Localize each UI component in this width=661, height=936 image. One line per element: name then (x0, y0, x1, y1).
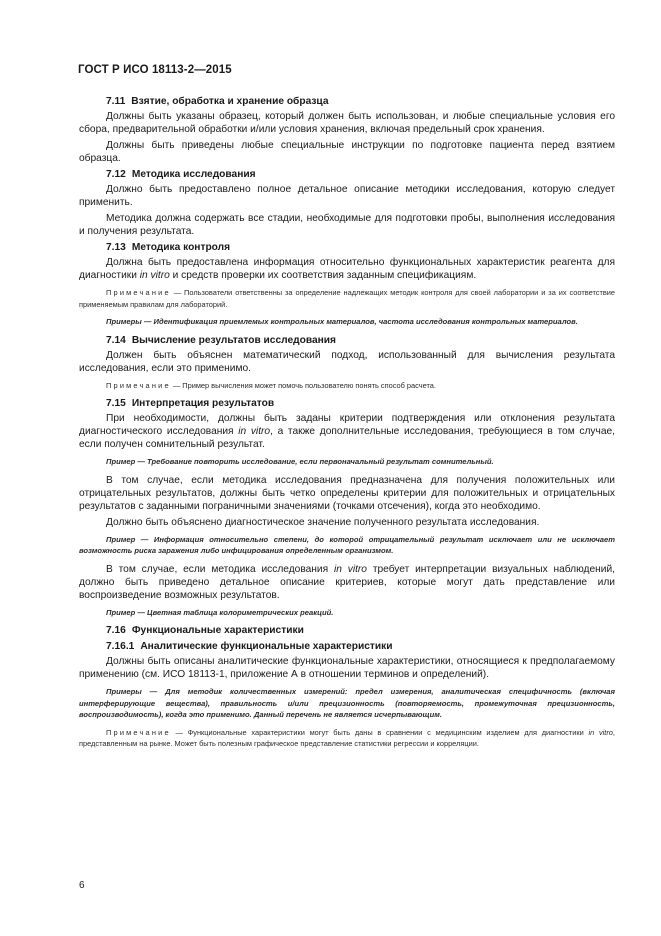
example (79, 534, 615, 557)
para-text: В том случае, если методика исследования предназначена для получения положительных или отрицательных результатов, должны быть четко определены критерии для положительных и отрицательных результатов с заданными пограничными значениями (точками отсечения), когда это необходимо. (79, 474, 615, 512)
section-title: Функциональные характеристики (131, 625, 304, 636)
note-lead: Примечание (106, 288, 171, 297)
note (79, 727, 615, 750)
note-lead: Примечание (106, 380, 171, 390)
example-text: — Для методик количественных измерений: предел измерения, аналитическая специфичность (включая интерферирующие вещества), правильность и/или прецизионность (повторяемость, промежуточная прецизионность, воспроизводимость), когда это применимо. Данный перечень не является исчерпывающим. (79, 687, 615, 719)
example-lead: Пример (106, 607, 136, 617)
italic-term: in vitro (238, 426, 271, 437)
para-text: и средств проверки их соответствия заданным спецификациям. (169, 270, 477, 281)
section-title: Интерпретация результатов (131, 398, 275, 409)
document-header: ГОСТ Р ИСО 18113-2—2015 (78, 64, 232, 76)
page-number: 6 (79, 880, 85, 891)
paragraph (79, 563, 615, 602)
example-lead: Примеры (106, 687, 142, 696)
note-lead: Примечание (106, 727, 171, 737)
section-heading (106, 397, 615, 410)
section-number: 7.12 (106, 169, 126, 180)
section-heading (106, 640, 615, 653)
section-number: 7.16 (106, 625, 126, 636)
example-lead: Пример (106, 457, 136, 466)
section-heading (106, 95, 615, 108)
paragraph (79, 349, 615, 375)
paragraph (79, 655, 615, 681)
document-body (79, 92, 615, 756)
section-number: 7.14 (106, 334, 126, 346)
note-text: — Пример вычисления может помочь пользователю понять способ расчета. (170, 380, 436, 390)
para-text: , а также дополнительные исследования, требующиеся в том случае, если получен сомнительный результат. (79, 426, 615, 450)
section-title: Взятие, обработка и хранение образца (131, 96, 329, 107)
example (79, 686, 615, 721)
section-number: 7.11 (106, 96, 126, 107)
section-heading (106, 624, 615, 637)
section-heading (106, 241, 615, 254)
para-text: Методика должна содержать все стадии, необходимые для подготовки пробы, выполнения исследования и получения результата. (79, 213, 615, 237)
example-text: — Идентификация приемлемых контрольных материалов, частота исследования контрольных материалов. (141, 317, 578, 326)
para-text: При необходимости, должны быть заданы критерии подтверждения или отклонения результата диагностического исследования (79, 413, 615, 437)
section-heading (106, 334, 615, 347)
paragraph (79, 110, 615, 136)
italic-term: in vitro (139, 270, 170, 281)
section-number: 7.16.1 (106, 641, 135, 652)
section-number: 7.15 (106, 398, 126, 409)
example-lead: Примеры (106, 317, 142, 326)
section-number: 7.13 (106, 242, 126, 253)
example-text: — Требование повторить исследование, если первоначальный результат сомнительный. (135, 457, 494, 466)
section-heading (106, 168, 615, 181)
section-title: Методика исследования (131, 169, 256, 180)
example-text: — Цветная таблица колориметрических реакций. (135, 607, 334, 617)
para-text: В том случае, если методика исследования (106, 563, 334, 575)
para-text: Должны быть приведены любые специальные инструкции по подготовке пациента перед взятием образца. (79, 140, 615, 164)
paragraph (79, 212, 615, 238)
example (79, 316, 615, 328)
example-lead: Пример (106, 534, 136, 544)
note-text: — Функциональные характеристики могут быть даны в сравнении с медицинским изделием для диагностики (170, 727, 589, 737)
para-text: требует интерпретации визуальных наблюдений, должно быть приведено детальное описание критериев, которые могут дать представление или воспроизведение возможных результатов. (79, 563, 615, 601)
example (79, 607, 615, 619)
paragraph (79, 183, 615, 209)
example (79, 456, 615, 468)
example-text: — Информация относительно степени, до которой отрицательный результат исключает или не исключает возможность риска заражения либо инфицирования определенным организмом. (79, 534, 615, 555)
section-title: Вычисление результатов исследования (131, 334, 336, 346)
section-title: Методика контроля (131, 242, 231, 253)
paragraph (79, 474, 615, 513)
para-text: Должно быть предоставлено полное детальное описание методики исследования, которую следует применить. (79, 184, 615, 208)
paragraph (79, 256, 615, 282)
para-text: Должны быть описаны аналитические функциональные характеристики, относящиеся к предполагаемому применению (см. ИСО 18113-1, приложение А в отношении терминов и определений). (79, 656, 615, 680)
note-text: , представленным на рынке. Может быть полезным графическое представление статистики регрессии и корреляции. (79, 727, 615, 748)
para-text: Должна быть предоставлена информация относительно функциональных характеристик реагента для диагностики (79, 257, 615, 281)
note (79, 380, 615, 392)
note-text: — Пользователи ответственны за определение надлежащих методик контроля для своей лаборатории и за их соответствие применяемым правилам для лабораторий. (79, 288, 615, 309)
para-text: Должно быть объяснено диагностическое значение полученного результата исследования. (106, 516, 540, 528)
para-text: Должен быть объяснен математический подход, использованный для вычисления результата исследования, если это применимо. (79, 349, 615, 374)
paragraph (79, 139, 615, 165)
note (79, 287, 615, 310)
section-title: Аналитические функциональные характеристики (140, 641, 393, 652)
italic-term: in vitro (588, 727, 613, 737)
italic-term: in vitro (333, 563, 367, 575)
paragraph (79, 516, 615, 529)
paragraph (79, 412, 615, 451)
para-text: Должны быть указаны образец, который должен быть использован, и любые специальные условия его сбора, предварительной обработки и/или условия хранения, включая предельный срок хранения. (79, 111, 615, 135)
